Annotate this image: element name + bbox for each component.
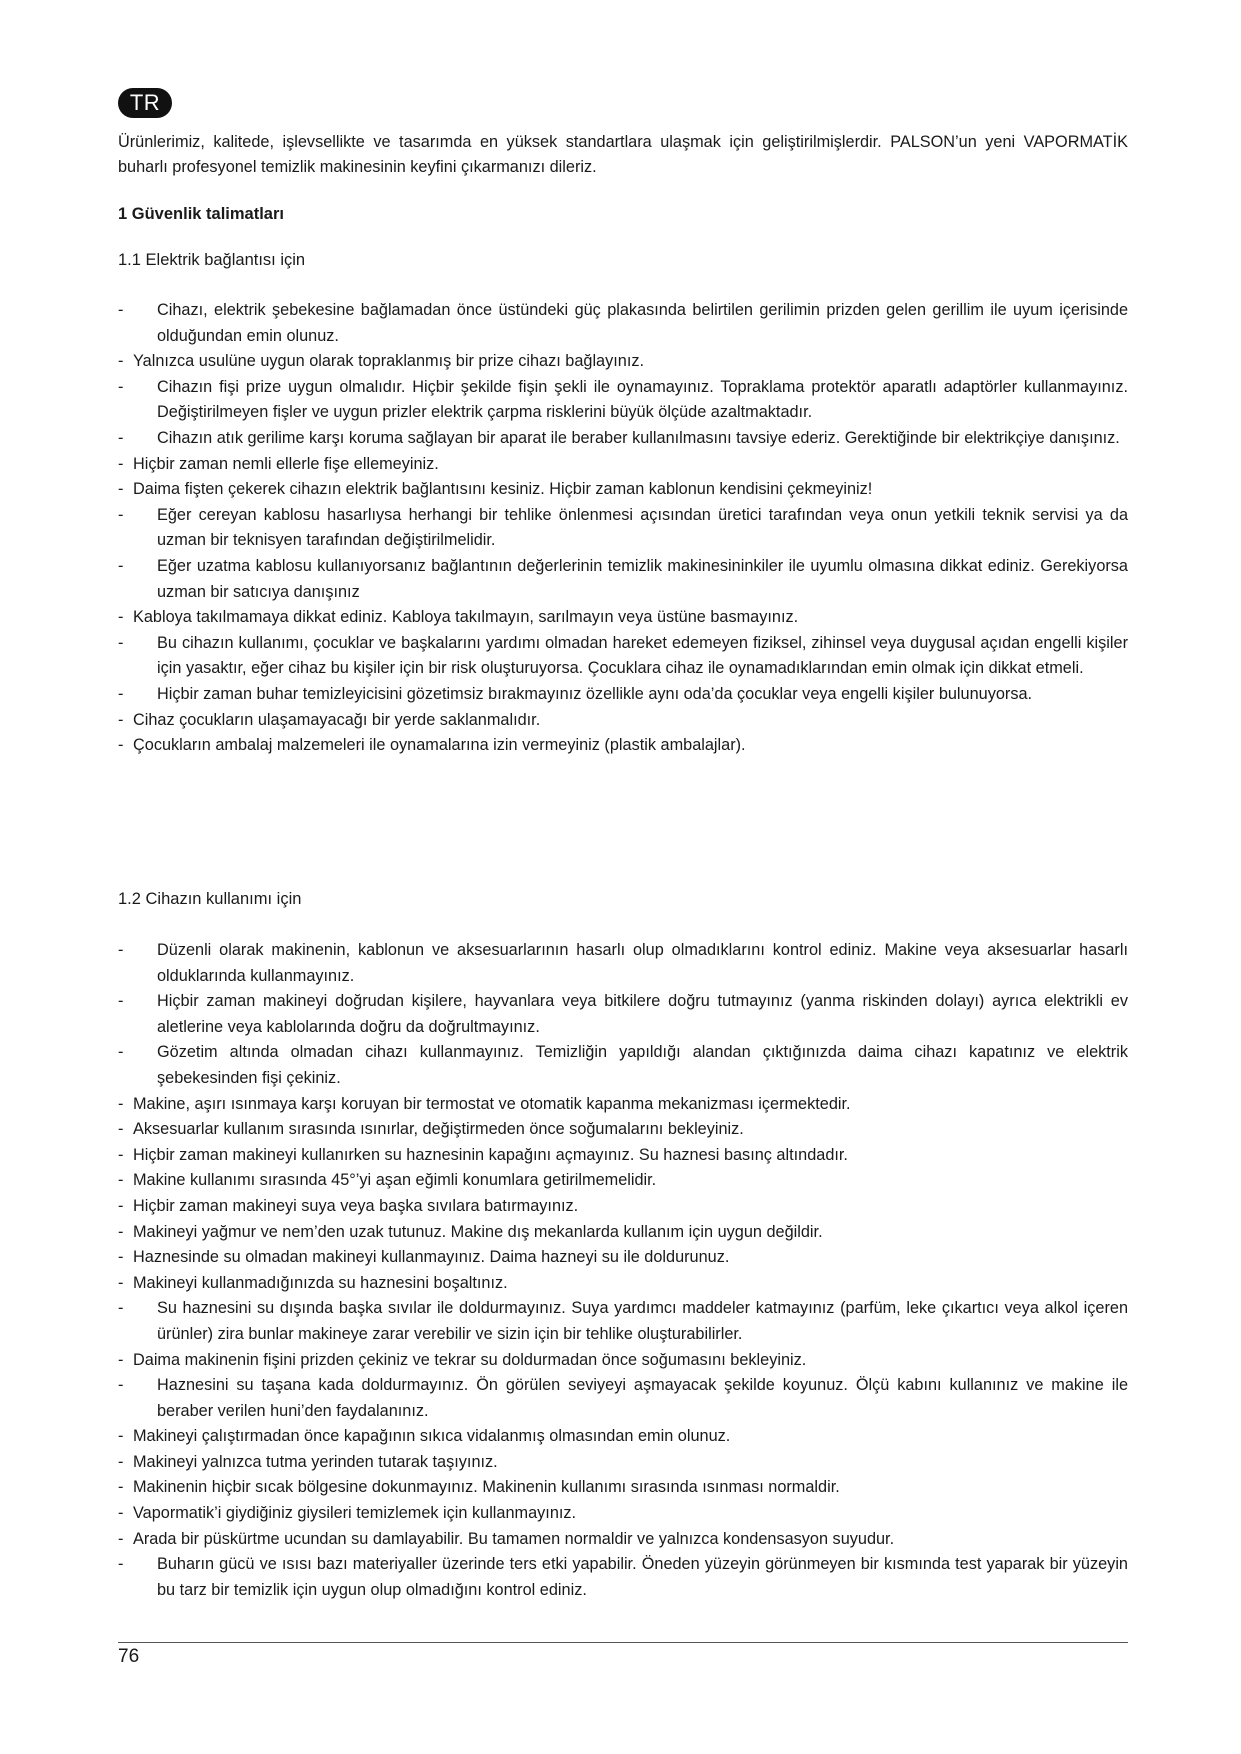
list-item-text: Gözetim altında olmadan cihazı kullanmayınız. Temizliğin yapıldığı alandan çıktığınızda daima cihazı kapatınız ve elektrik şebekesinden fişi çekiniz.: [157, 1043, 1128, 1087]
list-item: [118, 605, 1128, 631]
list-item: [118, 1143, 1128, 1169]
list-item: [118, 1373, 1128, 1424]
list-item: [118, 426, 1128, 452]
dash-bullet: -: [118, 1350, 124, 1369]
list-item: [118, 477, 1128, 503]
list-item-text: Hiçbir zaman buhar temizleyicisini gözetimsiz bırakmayınız özellikle aynı oda’da çocuklar veya engelli kişiler bulunuyorsa.: [157, 684, 1033, 703]
dash-bullet: -: [118, 1196, 124, 1215]
list-item-text: Eğer uzatma kablosu kullanıyorsanız bağlantının değerlerinin temizlik makinesininkiler ile uyumlu olmasına dikkat ediniz. Gerekiyorsa uzman bir satıcıya danışınız: [157, 556, 1128, 601]
dash-bullet: -: [118, 1478, 124, 1497]
dash-bullet: -: [118, 377, 124, 396]
list-item: [118, 1220, 1128, 1246]
dash-bullet: -: [118, 1120, 124, 1139]
list-item-text: Cihaz çocukların ulaşamayacağı bir yerde saklanmalıdır.: [133, 710, 541, 729]
list-item-text: Haznesinde su olmadan makineyi kullanmayınız. Daima hazneyi su ile doldurunuz.: [133, 1248, 730, 1267]
list-item: [118, 1194, 1128, 1220]
dash-bullet: -: [118, 1529, 124, 1548]
dash-bullet: -: [118, 352, 124, 371]
list-item: [118, 1296, 1128, 1347]
list-item-text: Makineyi yalnızca tutma yerinden tutarak taşıyınız.: [133, 1452, 498, 1471]
list-item-text: Makineyi çalıştırmadan önce kapağının sıkıca vidalanmış olmasından emin olunuz.: [133, 1427, 731, 1446]
dash-bullet: -: [118, 428, 124, 447]
dash-bullet: -: [118, 1145, 124, 1164]
dash-bullet: -: [118, 301, 124, 319]
list-item: [118, 452, 1128, 478]
list-item: [118, 1245, 1128, 1271]
list-item-text: Cihazın fişi prize uygun olmalıdır. Hiçbir şekilde fişin şekli ile oynamayınız. Topraklama protektör aparatlı adaptörler kullanmayınız. Değiştirilmeyen fişler ve uygun prizler elektrik çarpma risklerini büyük ölçüde azaltmaktadır.: [157, 377, 1128, 422]
language-badge: TR: [118, 88, 172, 118]
list-item-text: Su haznesini su dışında başka sıvılar ile doldurmayınız. Suya yardımcı maddeler katmayınız (parfüm, leke çıkartıcı veya alkol içeren ürünler) zira bunlar makineye zarar verebilir ve sizin için bir tehlike oluşturabilirler.: [157, 1299, 1128, 1343]
list-item: [118, 1475, 1128, 1501]
dash-bullet: -: [118, 710, 124, 729]
list-item: [118, 733, 1128, 759]
list-item: [118, 1117, 1128, 1143]
list-item: [118, 1450, 1128, 1476]
list-item: [118, 682, 1128, 708]
dash-bullet: -: [118, 1222, 124, 1241]
list-item-text: Makinenin hiçbir sıcak bölgesine dokunmayınız. Makinenin kullanımı sırasında ısınması normaldir.: [133, 1478, 840, 1497]
dash-bullet: -: [118, 454, 124, 473]
list-item-text: Haznesini su taşana kada doldurmayınız. Ön görülen seviyeyi aşmayacak şekilde koyunuz. Ölçü kabını kullanınız ve makine ile beraber verilen huni’den faydalanınız.: [157, 1376, 1128, 1420]
dash-bullet: -: [118, 941, 124, 959]
dash-bullet: -: [118, 1427, 124, 1446]
dash-bullet: -: [118, 480, 124, 499]
dash-bullet: -: [118, 1452, 124, 1471]
list-item-text: Makineyi kullanmadığınızda su haznesini boşaltınız.: [133, 1273, 508, 1292]
list-item-text: Kabloya takılmamaya dikkat ediniz. Kabloya takılmayın, sarılmayın veya üstüne basmayınız.: [133, 608, 799, 627]
dash-bullet: -: [118, 1555, 124, 1574]
electrical-safety-list: [118, 298, 1128, 759]
list-item-text: Arada bir püskürtme ucundan su damlayabilir. Bu tamamen normaldir ve yalnızca kondensasyon suyudur.: [133, 1529, 895, 1548]
dash-bullet: -: [118, 1248, 124, 1267]
dash-bullet: -: [118, 1376, 124, 1395]
list-item: [118, 1168, 1128, 1194]
page-number: 76: [118, 1646, 140, 1667]
list-item: [118, 298, 1128, 349]
list-item-text: Cihazı, elektrik şebekesine bağlamadan önce üstündeki güç plakasında belirtilen gerilimin prizden gelen gerillim ile uyum içerisinde olduğundan emin olunuz.: [157, 301, 1128, 345]
dash-bullet: -: [118, 684, 124, 703]
list-item-text: Vapormatik’i giydiğiniz giysileri temizlemek için kullanmayınız.: [133, 1504, 577, 1523]
list-item-text: Makine, aşırı ısınmaya karşı koruyan bir termostat ve otomatik kapanma mekanizması içermektedir.: [133, 1094, 851, 1113]
dash-bullet: -: [118, 1299, 124, 1318]
dash-bullet: -: [118, 1171, 124, 1190]
dash-bullet: -: [118, 1043, 124, 1062]
dash-bullet: -: [118, 633, 124, 652]
dash-bullet: -: [118, 992, 124, 1011]
dash-bullet: -: [118, 1273, 124, 1292]
list-item-text: Yalnızca usulüne uygun olarak topraklanmış bir prize cihazı bağlayınız.: [133, 352, 645, 371]
section-heading: 1 Güvenlik talimatları: [118, 205, 284, 223]
list-item-text: Makineyi yağmur ve nem’den uzak tutunuz. Makine dış mekanlarda kullanım için uygun değildir.: [133, 1222, 823, 1241]
dash-bullet: -: [118, 1094, 124, 1113]
list-item-text: Daima makinenin fişini prizden çekiniz ve tekrar su doldurmadan önce soğumasını bekleyiniz.: [133, 1350, 807, 1369]
dash-bullet: -: [118, 505, 124, 524]
list-item-text: Hiçbir zaman makineyi kullanırken su haznesinin kapağını açmayınız. Su haznesi basınç altındadır.: [133, 1145, 848, 1164]
dash-bullet: -: [118, 556, 124, 575]
list-item-text: Eğer cereyan kablosu hasarlıysa herhangi bir tehlike önlenmesi açısından üretici tarafından veya onun yetkili teknik servisi ya da uzman bir teknisyen tarafından değiştirilmelidir.: [157, 505, 1128, 550]
list-item-text: Makine kullanımı sırasında 45°’yi aşan eğimli konumlara getirilmemelidir.: [133, 1171, 657, 1190]
list-item: [118, 1271, 1128, 1297]
list-item: [118, 1348, 1128, 1374]
list-item: [118, 1092, 1128, 1118]
intro-paragraph: Ürünlerimiz, kalitede, işlevsellikte ve tasarımda en yüksek standartlara ulaşmak için geliştirilmişlerdir. PALSON’un yeni VAPORMATİK buharlı profesyonel temizlik makinesinin keyfini çıkarmanızı dileriz.: [118, 133, 1128, 176]
list-item: [118, 1552, 1128, 1603]
list-item-text: Aksesuarlar kullanım sırasında ısınırlar, değiştirmeden önce soğumalarını bekleyiniz.: [133, 1120, 744, 1139]
list-item: [118, 1501, 1128, 1527]
subsection-title-usage: 1.2 Cihazın kullanımı için: [118, 890, 302, 908]
list-item-text: Hiçbir zaman nemli ellerle fişe ellemeyiniz.: [133, 454, 439, 473]
footer-divider: [118, 1642, 1128, 1643]
list-item: [118, 938, 1128, 989]
subsection-title-electrical: 1.1 Elektrik bağlantısı için: [118, 251, 306, 269]
list-item-text: Bu cihazın kullanımı, çocuklar ve başkalarını yardımı olmadan hareket edemeyen fiziksel, zihinsel veya duygusal açıdan engelli kişiler için yasaktır, eğer cihaz bu kişiler için bir risk oluşturuyorsa. Çocuklara cihaz ile oynamadıklarından emin olmak için dikkat etmeli.: [157, 633, 1128, 678]
dash-bullet: -: [118, 608, 124, 627]
list-item-text: Buharın gücü ve ısısı bazı materiyaller üzerinde ters etki yapabilir. Öneden yüzeyin görünmeyen bir kısmında test yaparak bir yüzeyin bu tarz bir temizlik için uygun olup olmadığını kontrol ediniz.: [157, 1555, 1128, 1599]
dash-bullet: -: [118, 1504, 124, 1523]
list-item: [118, 1040, 1128, 1091]
list-item: [118, 349, 1128, 375]
list-item: [118, 708, 1128, 734]
list-item-text: Düzenli olarak makinenin, kablonun ve aksesuarlarının hasarlı olup olmadıklarını kontrol ediniz. Makine veya aksesuarlar hasarlı olduklarında kullanmayınız.: [157, 941, 1128, 985]
list-item-text: Hiçbir zaman makineyi suya veya başka sıvılara batırmayınız.: [133, 1196, 579, 1215]
list-item-text: Daima fişten çekerek cihazın elektrik bağlantısını kesiniz. Hiçbir zaman kablonun kendisini çekmeyiniz!: [133, 480, 873, 499]
list-item: [118, 631, 1128, 682]
list-item-text: Cihazın atık gerilime karşı koruma sağlayan bir aparat ile beraber kullanılmasını tavsiye ederiz. Gerektiğinde bir elektrikçiye danışınız.: [157, 428, 1120, 447]
list-item: [118, 554, 1128, 605]
list-item-text: Hiçbir zaman makineyi doğrudan kişilere, hayvanlara veya bitkilere doğru tutmayınız (yanma riskinden dolayı) ayrıca elektrikli ev aletlerine veya kablolarında doğru da doğrultmayınız.: [157, 992, 1128, 1036]
list-item: [118, 1424, 1128, 1450]
list-item: [118, 989, 1128, 1040]
list-item: [118, 1527, 1128, 1553]
list-item: [118, 375, 1128, 426]
list-item: [118, 503, 1128, 554]
usage-safety-list: [118, 938, 1128, 1603]
list-item-text: Çocukların ambalaj malzemeleri ile oynamalarına izin vermeyiniz (plastik ambalajlar).: [133, 736, 746, 755]
dash-bullet: -: [118, 736, 124, 755]
